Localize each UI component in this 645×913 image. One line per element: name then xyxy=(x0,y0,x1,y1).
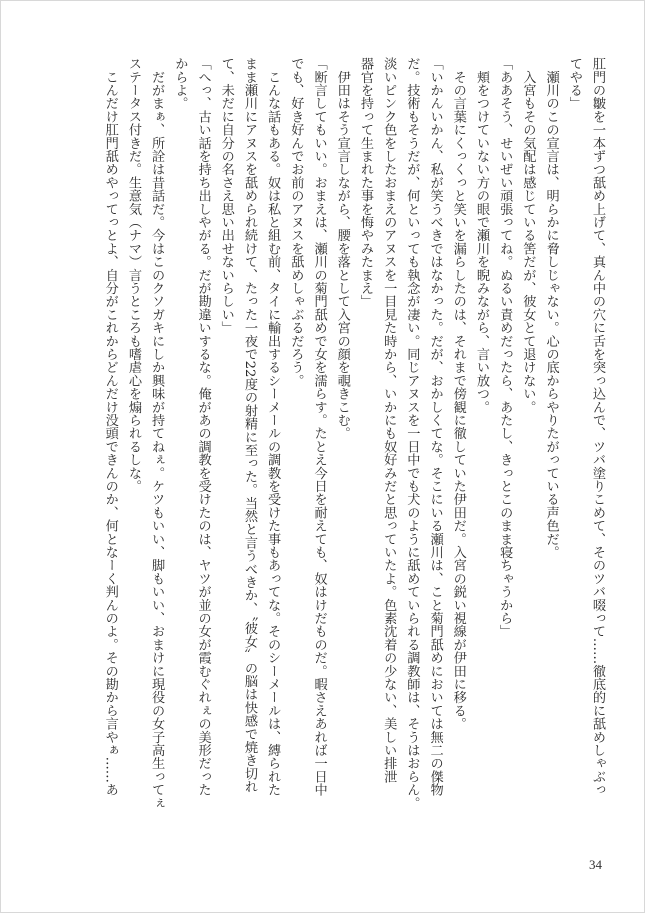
text-column: 「ああそう、せいぜい頑張ってね。ぬるい責めだったら、あたし、きっとこのまま寝ちゃうから」 xyxy=(497,57,513,638)
text-column: 瀬川のこの宣言は、明らかに脅しじゃない。心の底からやりたがっている声色だ。 xyxy=(543,57,559,559)
text-column: 「いかんいかん、私が笑うべきではなかった。だが、おかしくてな。そこにいる瀬川は、こと菊門舐めにおいては無二の傑物 xyxy=(427,57,443,797)
text-column: 肛門の皺を一本ずつ舐め上げて、真ん中の穴に舌を突っ込んで、ツバ塗りこめて、そのツバ啜って……徹底的に舐めしゃぶっ xyxy=(590,57,605,797)
text-column: 入宮もその気配は感じている筈だが、彼女とて退けない。 xyxy=(520,57,536,414)
text-column: こんだけ肛門舐めやってっとよ、自分がこれからどんだけ没頭できんのか、何となーく判んのよ。その勘から言やぁ……あ xyxy=(102,57,118,797)
text-column: だ。技術もそうだが、何といっても執念が凄い。同じアヌスを一日中でも犬のように舐めていられる調教師は、そうはおらん。 xyxy=(404,57,420,810)
text-column: てやる」 xyxy=(566,57,582,110)
text-column: でも、好き好んでお前のアヌスを舐めしゃぶるだろう。 xyxy=(288,57,304,387)
text-column: 伊田はそう宣言しながら、腰を落として入宮の顔を覗きこむ。 xyxy=(334,57,350,440)
text-column: その言葉にくっくっと笑いを漏らしたのは、それまで傍観に徹していた伊田だ。入宮の鋭い視線が伊田に移る。 xyxy=(450,57,466,731)
text-column: 淡いピンク色をしたおまえのアヌスを一目見た時から、いかにも奴好みだと思っていたよ。色素沈着の少ない、美しい排泄 xyxy=(381,57,397,783)
page-number: 34 xyxy=(589,857,602,872)
text-column: まま瀬川にアヌスを舐められ続けて、たった一夜で22度の射精に至った。当然と言うべきか、〝彼女〟の脳は快感で焼き切れ xyxy=(241,57,257,794)
text-column: からよ。 xyxy=(172,57,188,110)
body-text xyxy=(87,57,609,817)
text-column: 頬をつけていない方の眼で瀬川を睨みながら、言い放つ。 xyxy=(473,57,489,414)
text-column: こんな話もある。奴は私と組む前、タイに輸出するシーメールの調教を受けた事もあってな。そのシーメールは、縛られた xyxy=(265,57,281,797)
text-column: て、未だに自分の名さえ思い出せないらしい」 xyxy=(218,57,234,335)
text-column: ステータス付きだ。生意気（ナマ）言うところも嗜虐心を煽られるしな。 xyxy=(125,57,141,493)
text-column: 「断言してもいい。おまえは、瀬川の菊門舐めで女を濡らす。たとえ今日を耐えても、奴はけだものだ。暇さえあれば一日中 xyxy=(311,57,327,797)
text-column: だがまぁ、所詮は昔話だ。今はこのクソガキにしか興味が持てねぇ。ケツもいい、脚もいい、おまけに現役の女子高生ってぇ xyxy=(149,57,165,810)
text-column: 器官を持って生まれた事を悔やみたまえ」 xyxy=(357,57,373,308)
text-column: 「へっ、古い話を持ち出しやがる。だが勘違いするな。俺があの調教を受けたのは、ヤツが並の女が霞むぐれぇの美形だった xyxy=(195,57,211,797)
